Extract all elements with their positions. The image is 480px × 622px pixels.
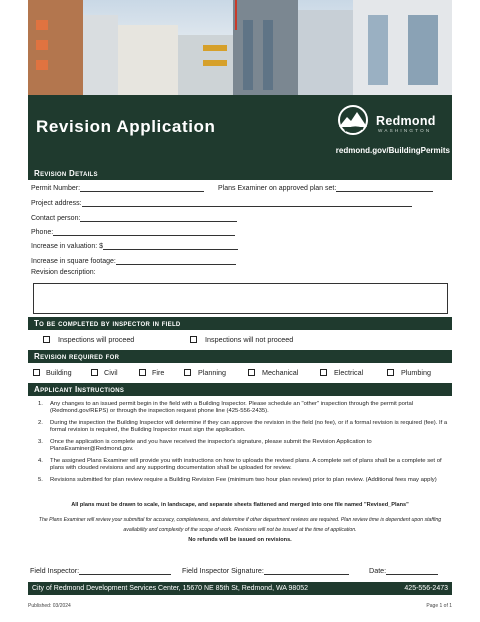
- plumbing-checkbox[interactable]: [387, 369, 394, 376]
- page-title: Revision Application: [36, 117, 216, 136]
- redmond-logo-icon: [333, 103, 373, 137]
- instruction-number: 1.: [38, 401, 43, 407]
- date-field[interactable]: [369, 566, 438, 575]
- planning-label: Planning: [198, 368, 226, 377]
- permit-number-label: Permit Number:: [31, 185, 81, 192]
- section-heading-label: Applicant Instructions: [34, 385, 125, 394]
- footer-phone[interactable]: 425-556-2473: [404, 585, 448, 592]
- refund-note: No refunds will be issued on revisions.: [188, 537, 292, 543]
- project-address-input[interactable]: [82, 199, 412, 207]
- increase-valuation-input[interactable]: [103, 242, 238, 250]
- mechanical-checkbox[interactable]: [248, 369, 255, 376]
- instruction-number: 2.: [38, 420, 43, 426]
- revision-description-label: Revision description:: [31, 269, 96, 276]
- section-heading-revision-required: [28, 350, 452, 363]
- instruction-text: Any changes to an issued permit begin in the field with a Building Inspector. Please schedule an "other" inspection through the permit portal (Redmond.gov/REPS) or through the inspection request phone line (425-556-2435).: [50, 401, 414, 415]
- project-address-field[interactable]: [31, 199, 412, 207]
- plumbing-label: Plumbing: [401, 368, 431, 377]
- plans-examiner-input[interactable]: [336, 184, 433, 192]
- section-heading-revision-details: [28, 167, 452, 180]
- date-input[interactable]: [386, 567, 438, 575]
- permit-number-field[interactable]: [31, 184, 204, 192]
- plans-examiner-field[interactable]: [218, 184, 433, 192]
- instruction-number: 3.: [38, 439, 43, 445]
- inspections-proceed-checkbox[interactable]: [43, 336, 50, 343]
- plans-scale-note: All plans must be drawn to scale, in landscape, and separate sheets flattened and merged into one file named "Revised_Plans": [71, 502, 409, 508]
- page-number: Page 1 of 1: [426, 603, 452, 609]
- inspections-proceed-label: Inspections will proceed: [58, 335, 135, 344]
- instruction-text: Once the application is complete and you have received the inspector's signature, please submit the Revision Application to PlansExaminer@Redmond.gov.: [50, 439, 372, 453]
- fire-label: Fire: [152, 368, 165, 377]
- inspections-not-proceed-checkbox[interactable]: [190, 336, 197, 343]
- phone-input[interactable]: [53, 228, 235, 236]
- contact-person-field[interactable]: [31, 214, 237, 222]
- section-heading-label: Revision Details: [34, 169, 98, 178]
- section-heading-label: To be completed by inspector in field: [34, 319, 181, 328]
- header-url[interactable]: redmond.gov/BuildingPermits: [335, 146, 450, 155]
- civil-label: Civil: [104, 368, 118, 377]
- plan-review-note: The Plans Examiner will review your submittal for accuracy, completeness, and determine if other department reviews are required. Plan review time is dependent upon staffing availability and complexity of the scope of work. Revisions will not be issued at the time of application.: [38, 517, 442, 533]
- field-inspector-input[interactable]: [79, 567, 171, 575]
- project-address-label: Project address:: [31, 200, 82, 207]
- logo-subtitle: WASHINGTON: [378, 128, 432, 133]
- increase-sqft-label: Increase in square footage:: [31, 258, 116, 265]
- field-inspector-signature-label: Field Inspector Signature:: [182, 566, 264, 575]
- increase-sqft-input[interactable]: [116, 257, 236, 265]
- section-heading-inspector: [28, 317, 452, 330]
- electrical-label: Electrical: [334, 368, 364, 377]
- building-label: Building: [46, 368, 72, 377]
- footer-address: City of Redmond Development Services Center, 15670 NE 85th St, Redmond, WA 98052: [32, 585, 309, 592]
- phone-label: Phone:: [31, 229, 54, 236]
- instruction-number: 5.: [38, 477, 43, 483]
- section-heading-instructions: [28, 383, 452, 396]
- field-inspector-signature-input[interactable]: [264, 567, 349, 575]
- plans-examiner-label: Plans Examiner on approved plan set:: [218, 185, 337, 192]
- building-checkbox[interactable]: [33, 369, 40, 376]
- contact-person-label: Contact person:: [31, 215, 81, 222]
- inspections-not-proceed-label: Inspections will not proceed: [205, 335, 294, 344]
- civil-checkbox[interactable]: [91, 369, 98, 376]
- electrical-checkbox[interactable]: [320, 369, 327, 376]
- instruction-text: The assigned Plans Examiner will provide you with instructions on how to uploads the revised plans. A complete set of plans shall be a complete set of plans with clouded revisions and any supporting documentation shall be uploaded for review.: [50, 458, 442, 472]
- field-inspector-label: Field Inspector:: [30, 566, 80, 575]
- header-photo: [28, 0, 452, 95]
- instruction-text: Revisions submitted for plan review require a Building Revision Fee (minimum two hour plan review) prior to plan review. (Additional fees may apply): [50, 477, 437, 483]
- published-date: Published: 03/2024: [28, 603, 71, 609]
- instruction-number: 4.: [38, 458, 43, 464]
- revision-description-input[interactable]: [33, 283, 448, 314]
- section-heading-label: Revision required for: [34, 352, 120, 361]
- field-inspector-field[interactable]: [30, 566, 171, 575]
- contact-person-input[interactable]: [80, 214, 237, 222]
- planning-checkbox[interactable]: [184, 369, 191, 376]
- field-inspector-signature-field[interactable]: [182, 566, 349, 575]
- footer-bar: [28, 582, 452, 595]
- increase-valuation-field[interactable]: [31, 242, 238, 250]
- increase-valuation-label: Increase in valuation: $: [31, 243, 103, 250]
- date-label: Date:: [369, 566, 387, 575]
- increase-sqft-field[interactable]: [31, 257, 236, 265]
- logo-name: Redmond: [376, 114, 436, 128]
- phone-field[interactable]: [31, 228, 235, 236]
- permit-number-input[interactable]: [80, 184, 204, 192]
- instruction-text: During the inspection the Building Inspector will determine if they can approve the revision in the field (no fee), or if a formal revision is required (fee). If a formal revision is required, the Building Inspector must sign the application.: [50, 420, 448, 434]
- fire-checkbox[interactable]: [139, 369, 146, 376]
- mechanical-label: Mechanical: [262, 368, 299, 377]
